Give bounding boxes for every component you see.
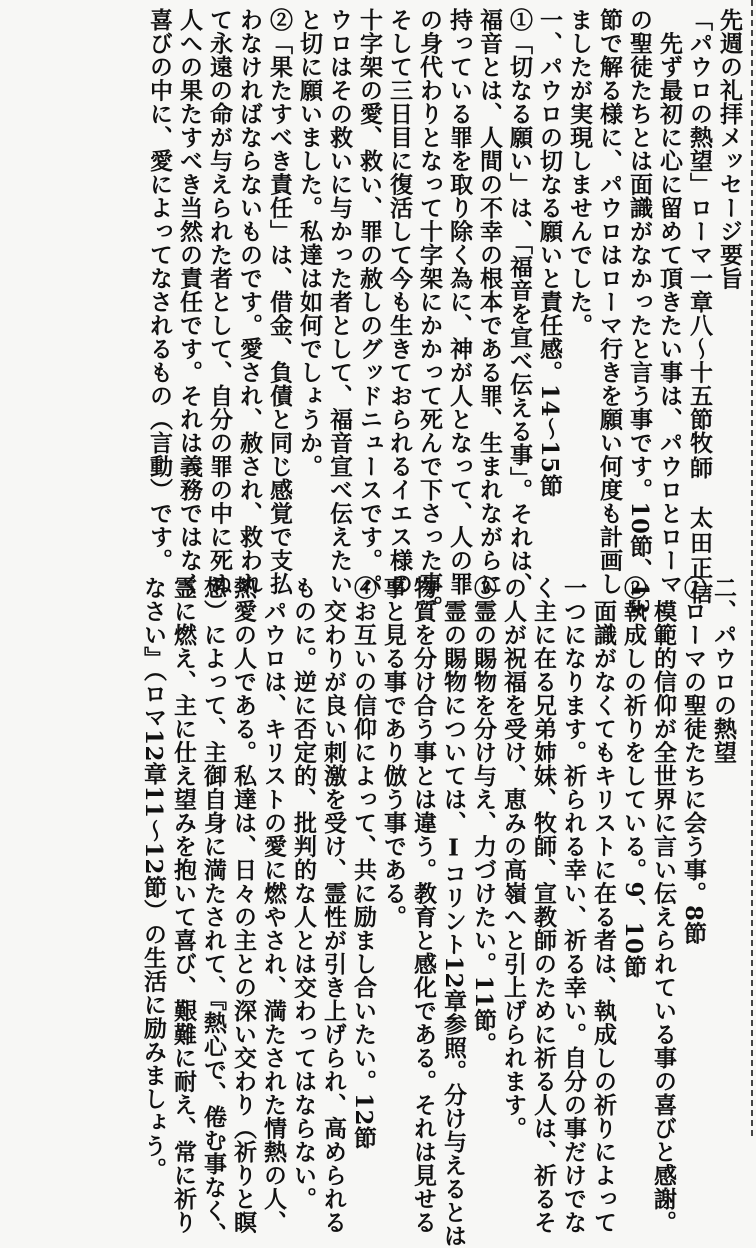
text-line: ウロはその救いに与かった者として、福音宣べ伝えたい [326, 8, 353, 596]
text-line: 霊に燃え、主に仕え望みを抱いて喜び、艱難に耐え、常に祈り [170, 576, 197, 1234]
sermon-title: 「パウロの熱望」ローマ一章八〜十五節 [686, 8, 713, 431]
text-line: ①「切なる願い」は、「福音を宣べ伝える事」。それは、 [506, 8, 533, 596]
text-line: ③霊の賜物を分け与え、力づけたい。11節。 [470, 576, 497, 1056]
text-line: なさい』（ロマ12章11〜12節）の生活に励みましょう。 [140, 576, 167, 1181]
text-line: 人への果たすべき当然の責任です。それは義務ではなく [176, 8, 203, 596]
text-line: 事と見る事であり倣う事である。 [380, 576, 407, 929]
text-line: ましたが実現しませんでした。 [566, 8, 593, 337]
text-line: 交わりが良い刺激を受け、霊性が引き上げられ、高められる [320, 576, 347, 1234]
text-line: の人が祝福を受け、恵みの高嶺へと引上げられます。 [500, 576, 527, 1140]
text-line: と切に願いました。私達は如何でしょうか。 [296, 8, 323, 478]
text-line: 物質を分け合う事とは違う。教育と感化である。それは見せる [410, 576, 437, 1234]
text-line: 霊の賜物については、Ⅰコリント12章参照。分け与えるとは [440, 576, 467, 1248]
text-line: ④お互いの信仰によって、共に励まし合いたい。12節 [350, 576, 377, 1150]
text-line: 喜びの中に、愛によってなされるもの（言動）です。 [146, 8, 173, 572]
sermon-summary-part2 [138, 576, 738, 1248]
section-heading: 一、パウロの切なる願いと責任感。14〜15節 [536, 8, 563, 498]
text-line: の聖徒たちとは面識がなかったと言う事です。10節、13 [626, 8, 653, 615]
text-line: 面識がなくてもキリストに在る者は、執成しの祈りによって [590, 576, 617, 1234]
section-header: 先週の礼拝メッセージ要旨 [716, 8, 743, 290]
dashed-divider [751, 0, 753, 1136]
text-line: 模範的信仰が全世界に言い伝えられている事の喜びと感謝。 [650, 576, 677, 1234]
text-line: 熱愛の人である。私達は、日々の主との深い交わり（祈りと瞑 [230, 576, 257, 1234]
sermon-title-line [684, 8, 714, 606]
text-line: 節で解る様に、パウロはローマ行きを願い何度も計画し [596, 8, 623, 596]
text-line: 想）によって、主御自身に満たされて、『熱心で、倦む事なく、 [200, 576, 227, 1246]
section-heading: 二、パウロの熱望 [710, 576, 737, 764]
sermon-author: 牧師 太田正信 [686, 431, 713, 606]
text-line: く主に在る兄弟姉妹、牧師、宣教師のために祈る人は、祈るそ [530, 576, 557, 1234]
text-line: パウロは、キリストの愛に燃やされ、満たされた情熱の人、 [260, 576, 287, 1234]
text-line: 先ず最初に心に留めて頂きたい事は、パウロとローマ [656, 8, 683, 596]
text-line: て永遠の命が与えられた者として、自分の罪の中に死ぬ [206, 8, 233, 596]
text-line: ②執成しの祈りをしている。9、10節 [620, 576, 647, 979]
text-line: ②「果たすべき責任」は、借金、負債と同じ感覚で支払 [266, 8, 293, 596]
text-line: 福音とは、人間の不幸の根本である罪、生まれながらに [476, 8, 503, 596]
text-line: の身代わりとなって十字架にかかって死んで下さった事。 [416, 8, 443, 619]
text-line: わなければならないものです。愛され、赦され、救われ [236, 8, 263, 596]
text-line: 一つになります。祈られる幸い、祈る幸い。自分の事だけでな [560, 576, 587, 1234]
sermon-summary-part1 [144, 8, 744, 619]
text-line: 十字架の愛、救い、罪の赦しのグッドニュースです。パ [356, 8, 383, 596]
text-line: そして三日目に復活して今も生きておられるイエス様の [386, 8, 413, 596]
text-line: 持っている罪を取り除く為に、神が人となって、人の罪 [446, 8, 473, 596]
text-line: ①ローマの聖徒たちに会う事。8節 [680, 576, 707, 946]
text-line: ものに。逆に否定的、批判的な人とは交わってはならない。 [290, 576, 317, 1211]
